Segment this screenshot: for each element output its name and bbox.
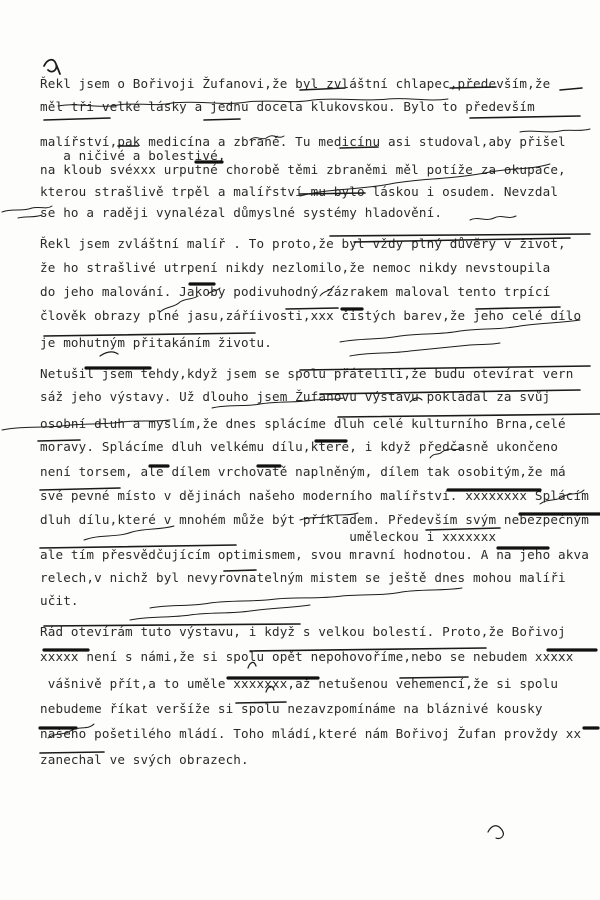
text-line: je mohutným přitakáním životu. (40, 335, 272, 350)
text-line: uměleckou i xxxxxxx (40, 529, 497, 544)
text-line: se ho a raději vynalézal důmyslné systémy hladovění. (40, 205, 443, 220)
text-line: Rád otevírám tuto výstavu, i když s velkou bolestí. Proto,že Bořivoj (40, 624, 566, 639)
text-line: Řekl jsem zvláštní malíř . To proto,že byl vždy plný důvěry v život, (40, 236, 566, 251)
text-line: malířství,pak medicína a zbraně. Tu medicínu asi studoval,aby přišel (40, 134, 566, 149)
text-line: xxxxx není s námi,že si spolu opět nepohovoříme,nebo se nebudem xxxxx (40, 649, 574, 664)
text-line: vášnivě přít,a to uměle xxxxxxx,až netušenou vehemencí,že si spolu (40, 676, 559, 691)
text-line: nebudeme říkat veršíže si spolu nezavzpomínáme na bláznivé kousky (40, 701, 543, 716)
text-line: našeho pošetilého mládí. Toho mládí,které nám Bořivoj Žufan provždy xx (40, 726, 582, 741)
text-line: kterou strašlivě trpěl a malířství mu bylo láskou i osudem. Nevzdal (40, 184, 559, 199)
text-line: zanechal ve svých obrazech. (40, 752, 249, 767)
text-line: moravy. Splácíme dluh velkému dílu,které, i když předčasně ukončeno (40, 439, 559, 454)
text-line: Netušil jsem tehdy,když jsem se spolu přátelili,že budu otevírat vern (40, 366, 574, 381)
text-line: a ničivé a bolestivé, (40, 148, 226, 163)
text-line: dluh dílu,které v mnohém může být příkladem. Především svým nebezpečným (40, 512, 589, 527)
text-line: relech,v nichž byl nevyrovnatelným mistem se ještě dnes mohou malíři (40, 570, 566, 585)
text-line: učit. (40, 593, 79, 608)
text-line: měl tři velké lásky a jednu docela klukovskou. Bylo to především (40, 99, 535, 114)
text-line: své pevné místo v dějinách našeho moderního malířství. xxxxxxxx Splácím (40, 488, 589, 503)
text-line: že ho strašlivé utrpení nikdy nezlomilo,že nemoc nikdy nevstoupila (40, 260, 551, 275)
text-line: ale tím přesvědčujícím optimismem, svou mravní hodnotou. A na jeho akva (40, 547, 589, 562)
text-line: člověk obrazy plné jasu,záříivosti,xxx čistých barev,že jeho celé dílo (40, 308, 582, 323)
text-line: do jeho malování. Jakoby podivuhodný zázrakem maloval tento trpící (40, 284, 551, 299)
text-line: sáž jeho výstavy. Už dlouho jsem Žufanovu výstavu pokládal za svůj (40, 389, 551, 404)
text-line: není torsem, ale dílem vrchovatě naplněným, dílem tak osobitým,že má (40, 464, 566, 479)
text-line: Řekl jsem o Bořivoji Žufanovi,že byl zvláštní chlapec,především,že (40, 76, 551, 91)
text-line: na kloub svéxxx urputné chorobě těmi zbraněmi měl potíže za okupace, (40, 162, 566, 177)
text-line: osobní dluh a myslím,že dnes splácíme dluh celé kulturního Brna,celé (40, 416, 566, 431)
